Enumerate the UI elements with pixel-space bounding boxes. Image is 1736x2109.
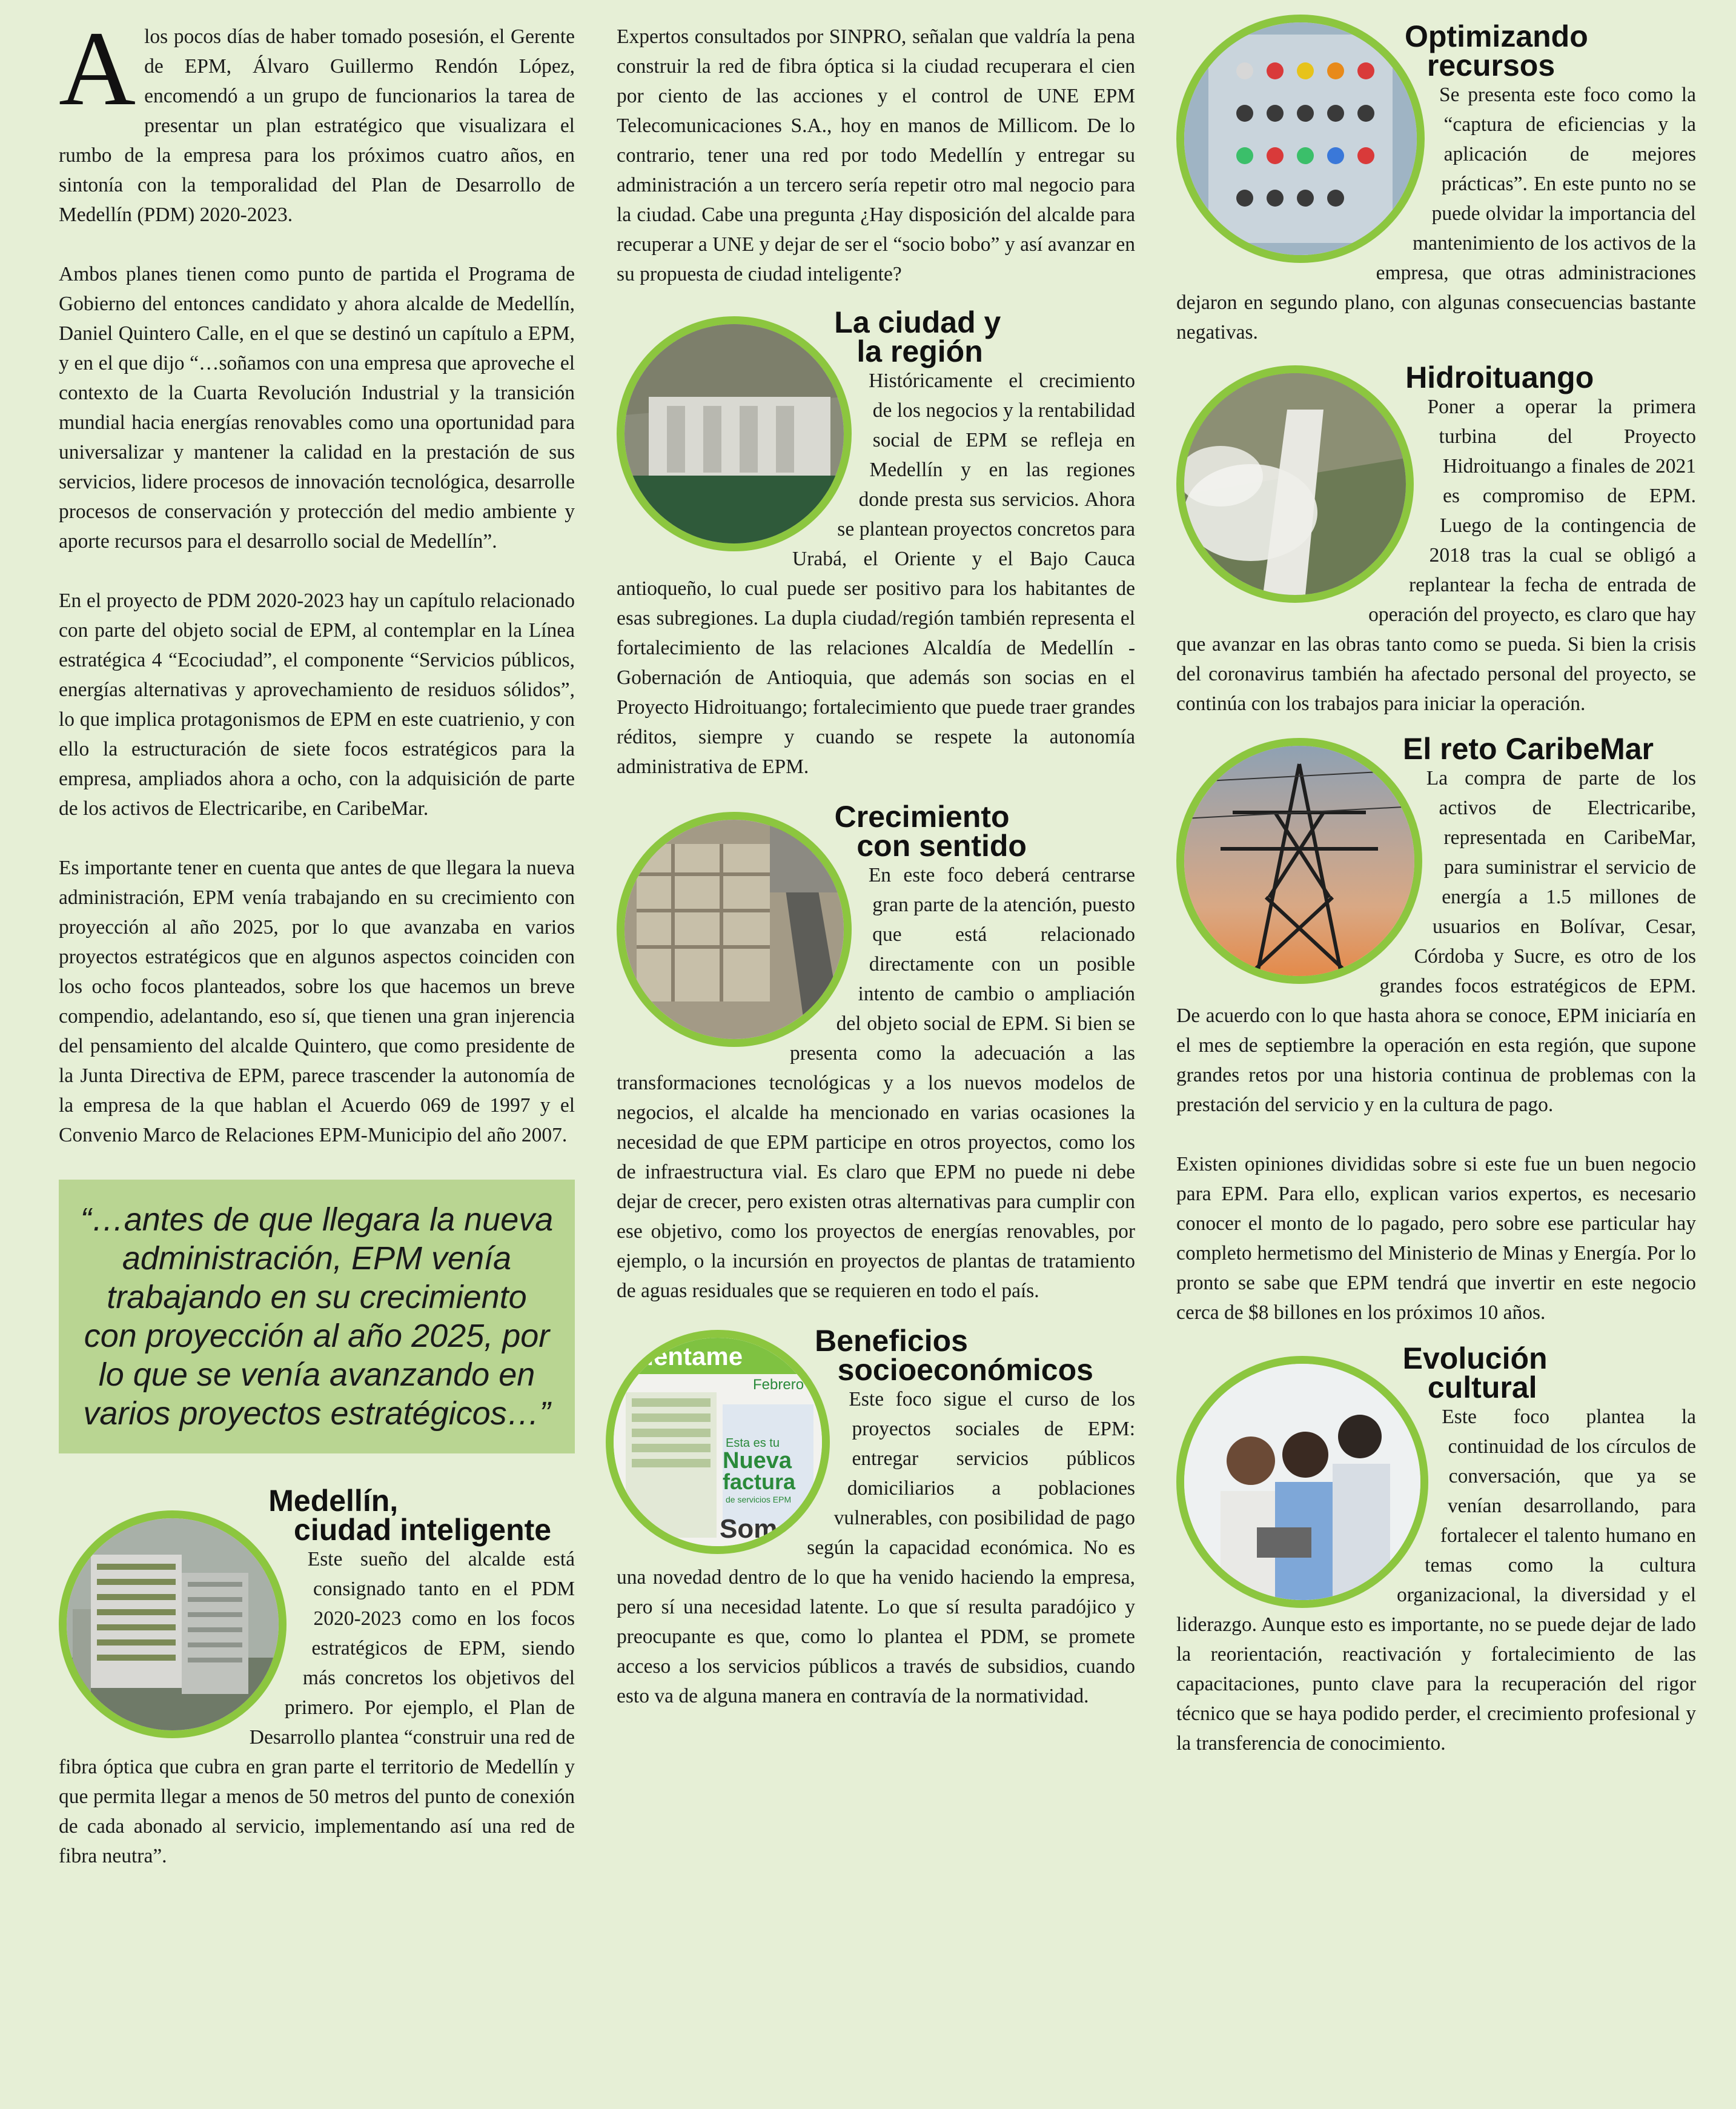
construction-illustration [624,820,844,1039]
section-hidroituango [1176,360,1696,719]
mag-tagline: Esta es tu [726,1436,780,1450]
figure-wrap [1176,1356,1443,1604]
section-ciudad-inteligente [59,1486,575,1871]
building-illustration [67,1518,279,1730]
section-title: Evolución cultural [1402,1341,1548,1404]
magazine-illustration [614,1338,822,1546]
section-body: La compra de parte de los activos de Electricaribe, representada en CaribeMar, para suministrar el servicio de energía a 1.5 millones de usuarios en Bolívar, Cesar, Córdoba y Sucre, es otro de los grandes focos estratégicos de EPM. De acuerdo con lo que hasta ahora se conoce, EPM iniciaría en el mes de septiembre la operación en esta región, que supone grandes retos por una historia continua de problemas con la prestación del servicio y en la cultura de pago. [1176,767,1696,1116]
paragraph-opiniones: Existen opiniones divididas sobre si este fue un buen negocio para EPM. Para ello, explican varios expertos, es necesario conocer el monto de lo pagado, pero sobre ese particular hay completo hermetismo del Ministerio de Minas y Energía. Por lo pronto se sabe que EPM tendrá que invertir en este negocio cerca de $8 billones en los próximos 10 años. [1176,1153,1696,1324]
drop-cap: A [59,10,136,128]
hidroituango-illustration [1184,373,1406,595]
section-caribemar [1176,734,1696,1327]
paragraph-programa: Ambos planes tienen como punto de partida el Programa de Gobierno del entonces candidato y ahora alcalde de Medellín, Daniel Quintero Calle, en el que se destinó un capítulo a EPM, y en el que dijo “…soñamos con una empresa que aproveche el contexto de la Cuarta Revolución Industrial y la transición mundial hacia energías renovables como una oportunidad para universalizar y mantener la calidad en la prestación de sus servicios, lidere procesos de innovación tecnológica, desarrolle procesos de conservación y protección del medio ambiente y aporte recursos para el desarrollo social de Medellín”. [59,263,575,553]
column-1 [59,10,575,1871]
figure-wrap [1176,363,1431,603]
power-tower-illustration [1184,746,1414,976]
image-bill-magazine [606,1330,830,1554]
section-crecimiento [617,802,1135,1306]
mag-cover-title: Cuéntame [620,1342,743,1370]
mag-month: Febrero [753,1377,804,1393]
figure-wrap [59,1510,297,1738]
section-beneficios [617,1326,1135,1711]
figure-wrap [1176,734,1434,983]
figure-wrap [617,802,866,1040]
section-body: Este foco sigue el curso de los proyectos sociales de EPM: entregar servicios públicos domiciliarios a poblaciones vulnerables, con posibilidad de pago según la capacidad económica. No es una novedad dentro de lo que ha venido haciendo la empresa, pero sí una necesidad latente. Lo que sí resulta paradójico y preocupante es que, como lo plantea el PDM, se promete acceso a los servicios públicos a través de subsidios, cuando esto va de alguna manera en contravía de la normatividad. [617,1388,1135,1707]
section-ciudad-region [617,305,1135,782]
section-title: Hidroituango [1405,360,1594,394]
image-hidroituango [1176,365,1414,603]
mag-factura: factura [723,1469,796,1494]
section-evolucion [1176,1341,1696,1758]
image-dam [617,316,852,551]
paragraph-proyeccion: Es importante tener en cuenta que antes de que llegara la nueva administración, EPM venía trabajando en su crecimiento con proyección al año 2025, por lo que avanzaba en varios proyectos estratégicos que en algunos aspectos coinciden con los ocho focos planteados, sobre los que hacemos un breve compendio, adelantando, eso sí, que tienen una gran injerencia del pensamiento del alcalde Quintero, que como presidente de la Junta Directiva de EPM, parece trascender la autonomía de la empresa de la que hablan el Acuerdo 069 de 1997 y el Convenio Marco de Relaciones EPM-Municipio del año 2007. [59,857,575,1146]
section-title: Optimizando recursos [1405,19,1588,82]
section-body: Históricamente el crecimiento de los negocios y la rentabilidad social de EPM se refleja en Medellín y en las regiones donde presta sus servicios. Ahora se plantean proyectos concretos para Urabá, el Oriente y el Bajo Cauca antioqueño, lo cual puede ser positivo para los habitantes de esas subregiones. La dupla ciudad/región también representa el fortalecimiento de las relaciones Alcaldía de Medellín - Gobernación de Antioquia, que además son socias en el Proyecto Hidroituango; fortalecimiento que puede traer grandes réditos, siempre y cuando se respete la autonomía administrativa de EPM. [617,370,1135,778]
section-body: Este sueño del alcalde está consignado tanto en el PDM 2020-2023 como en los focos estratégicos de EPM, siendo más concretos los objetivos del primero. Por ejemplo, el Plan de Desarrollo plantea “construir una red de fibra óptica que cubra en gran parte el territorio de Medellín y que permita llegar a menos de 50 metros del punto de conexión de cada abonado al servicio, implementando así una red de fibra neutra”. [59,1548,575,1867]
section-title: La ciudad y la región [834,305,1001,368]
figure-wrap [606,1330,841,1555]
figure-wrap [617,309,866,546]
column-3 [1176,19,1696,1758]
section-title: El reto CaribeMar [1402,732,1654,766]
mag-nueva: Nueva [723,1448,792,1473]
section-title: Beneficios socioeconómicos [815,1324,1093,1387]
control-panel-illustration [1184,22,1417,255]
image-team [1176,1356,1428,1608]
image-building [59,1510,287,1738]
mag-subtitle: de servicios EPM [726,1495,792,1504]
paragraph-pdm: En el proyecto de PDM 2020-2023 hay un capítulo relacionado con parte del objeto social de EPM, al contemplar en la Línea estratégica 4 “Ecociudad”, el componente “Servicios públicos, energías alternativas y aprovechamiento de residuos sólidos”, lo que implica protagonismos de EPM en este cuatrienio, y con ello la estructuración de siete focos estratégicos para la empresa, ampliados ahora a ocho, con la adquisición de parte de los activos de Electricaribe, en CaribeMar. [59,590,575,820]
image-control-panel [1176,15,1425,263]
section-body: Poner a operar la primera turbina del Proyecto Hidroituango a finales de 2021 es compromiso de EPM. Luego de la contingencia de 2018 tras la cual se obligó a replantear la fecha de entrada de operación del proyecto, es claro que hay que avanzar en las obras tanto como se pueda. Si bien la crisis del coronavirus también ha afectado personal del proyecto, se continúa con los trabajos para iniciar la operación. [1176,396,1696,715]
paragraph-sinpro: Expertos consultados por SINPRO, señalan que valdría la pena construir la red de fibra óptica si la ciudad recuperara el cien por ciento de las acciones y el control de UNE EPM Telecomunicaciones S.A., hoy en manos de Millicom. De lo contrario, tener una red por todo Medellín y entregar su administración a un tercero sería repetir otro mal negocio para la ciudad. Cabe una pregunta ¿Hay disposición del alcalde para recuperar a UNE y dejar de ser el “socio bobo” y así avanzar en su propuesta de ciudad inteligente? [617,25,1135,285]
section-title: Medellín, ciudad inteligente [268,1484,552,1547]
dam-illustration [624,324,844,543]
section-optimizando [1176,19,1696,347]
section-body: En este foco deberá centrarse gran parte de la atención, puesto que está relacionado directamente con un posible intento de cambio o ampliación del objeto social de EPM. Si bien se presenta como la adecuación a las transformaciones tecnológicas y a los nuevos modelos de negocios, el alcalde ha mencionado en varias ocasiones la necesidad de que EPM participe en otros proyectos, como los de infraestructura vial. Es claro que EPM no puede ni debe dejar de crecer, pero existen otras alternativas para cumplir con ese objetivo, como los proyectos de energías renovables, por ejemplo, o la incursión en proyectos de plantas de tratamiento de aguas residuales que se requieren en todo el país. [617,864,1135,1302]
section-title: Crecimiento con sentido [834,800,1027,863]
section-body: Este foco plantea la continuidad de los círculos de conversación, que ya se venían desarrollando, para fortalecer el talento humano en temas como la cultura organizacional, la diversidad y el liderazgo. Aunque esto es importante, no se puede dejar de lado la reorientación, reactivación y fortalecimiento de las capacitaciones, punto clave para la recuperación del rigor técnico que se haya podido perder, el crecimiento profesional y la transferencia de conocimiento. [1176,1406,1696,1755]
column-2 [617,22,1135,1711]
figure-wrap [1176,15,1443,266]
intro-paragraph: Alos pocos días de haber tomado posesión, el Gerente de EPM, Álvaro Guillermo Rendón López, encomendó a un grupo de funcionarios la tarea de presentar un plan estratégico que visualizara el rumbo de la empresa para los próximos cuatro años, en sintonía con la temporalidad del Plan de Desarrollo de Medellín (PDM) 2020-2023. [59,10,575,226]
section-body: Se presenta este foco como la “captura de eficiencias y la aplicación de mejores prácticas”. En este punto no se puede olvidar la importancia del mantenimiento de los activos de la empresa, que otras administraciones dejaron en segundo plano, con algunas consecuencias bastante negativas. [1176,84,1696,344]
image-power-tower [1176,738,1422,984]
mag-bottom: Som [720,1514,778,1544]
pull-quote: “…antes de que llegara la nueva administración, EPM venía trabajando en su crecimiento con proyección al año 2025, por lo que se venía avanzando en varios proyectos estratégicos…” [59,1180,575,1453]
team-illustration [1184,1364,1420,1600]
image-construction [617,812,852,1047]
